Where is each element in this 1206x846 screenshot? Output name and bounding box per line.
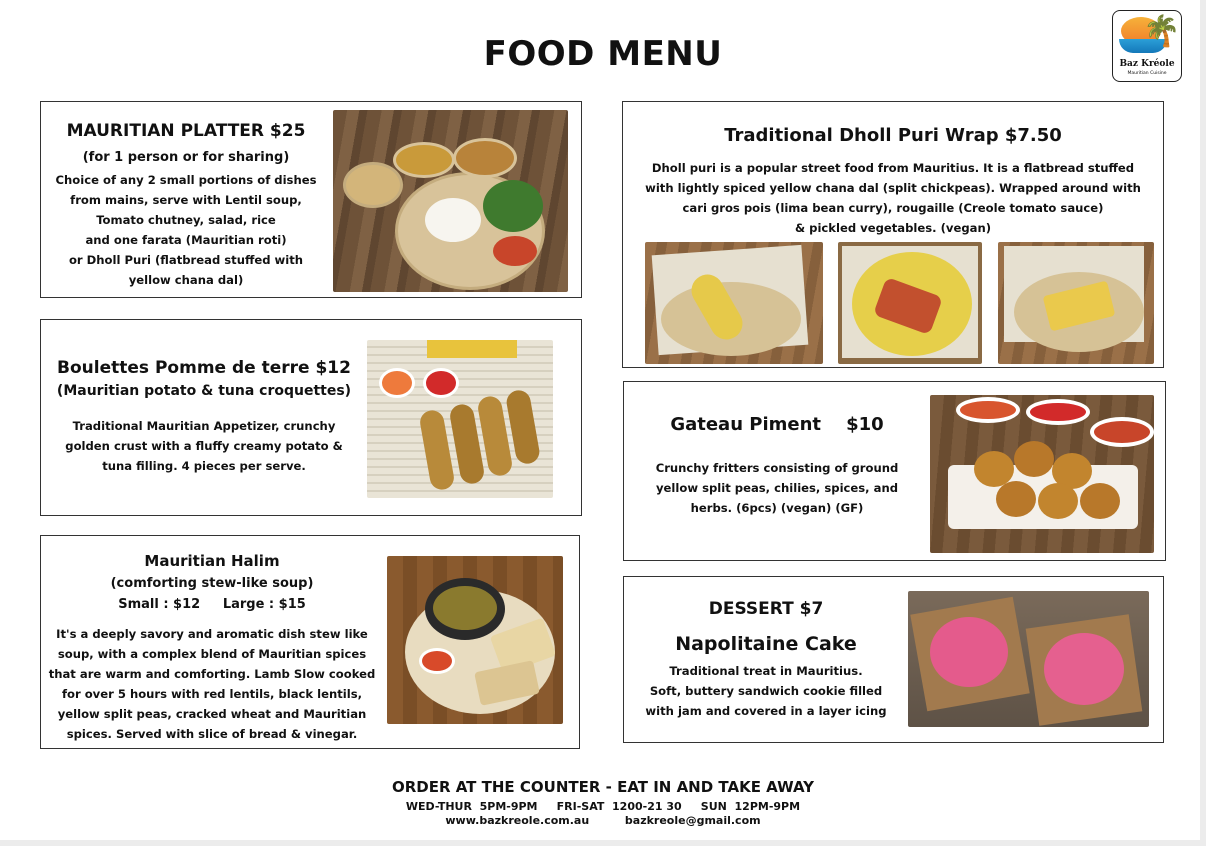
menu-item-boulettes [40,319,582,516]
description-line: Traditional Mauritian Appetizer, crunchy [72,419,336,433]
description-line: soup, with a complex blend of Mauritian spices [57,647,367,661]
dholl-puri-photo-1 [645,242,823,364]
menu-item-dessert [623,576,1164,743]
item-description [41,624,383,744]
item-description [41,170,331,290]
item-description [41,416,367,476]
description-line: from mains, serve with Lentil soup, [70,193,302,207]
item-description [624,661,908,721]
description-line: yellow split peas, chilies, spices, and [655,481,898,495]
item-description [623,158,1163,238]
page-title: FOOD MENU [483,34,723,74]
restaurant-logo [1112,10,1182,82]
website-link[interactable]: www.bazkreole.com.au [445,814,590,827]
item-heading: Boulettes Pomme de terre $12 [57,358,351,378]
item-subheading: (comforting stew-like soup) [110,576,314,591]
menu-item-dholl-puri [622,101,1164,368]
item-name: Napolitaine Cake [675,633,857,655]
palm-tree-icon: 🌴 [1143,14,1181,49]
description-line: with jam and covered in a layer icing [645,704,887,718]
platter-photo [333,110,568,292]
item-heading: DESSERT $7 [708,599,824,619]
description-line: for over 5 hours with red lentils, black lentils, [61,687,363,701]
napolitaine-cake-photo [908,591,1149,727]
menu-item-platter [40,101,582,298]
description-line: that are warm and comforting. Lamb Slow cooked [48,667,376,681]
dholl-puri-photo-3 [998,242,1154,364]
logo-tagline: Mauritian Cuisine [1127,71,1167,76]
description-line: and one farata (Mauritian roti) [85,233,287,247]
description-line: It's a deeply savory and aromatic dish stew like [56,627,368,641]
item-heading: Mauritian Halim [144,552,280,570]
item-price-sizes: Small : $12 Large : $15 [118,597,306,612]
description-line: tuna filling. 4 pieces per serve. [102,459,306,473]
menu-item-halim [40,535,580,749]
description-line: Crunchy fritters consisting of ground [655,461,899,475]
order-banner: ORDER AT THE COUNTER - EAT IN AND TAKE AWAY [391,778,815,796]
item-heading: MAURITIAN PLATTER $25 [66,121,306,141]
description-line: Tomato chutney, salad, rice [96,213,276,227]
halim-photo [387,556,563,724]
description-line: with lightly spiced yellow chana dal (split chickpeas). Wrapped around with [645,181,1141,195]
item-heading: Gateau Piment $10 [670,414,884,435]
description-line: cari gros pois (lima bean curry), rougaille (Creole tomato sauce) [682,201,1104,215]
item-description [624,458,930,518]
description-line: & pickled vegetables. (vegan) [795,221,991,235]
description-line: Soft, buttery sandwich cookie filled [649,684,883,698]
item-heading: Traditional Dholl Puri Wrap $7.50 [724,125,1062,146]
dholl-puri-photo-2 [838,242,982,364]
logo-name: Baz Kréole [1119,59,1175,69]
item-subheading: (for 1 person or for sharing) [82,150,290,165]
croquettes-photo [367,340,553,498]
description-line: Dholl puri is a popular street food from Mauritius. It is a flatbread stuffed [651,161,1135,175]
description-line: Choice of any 2 small portions of dishes [55,173,317,187]
item-subheading: (Mauritian potato & tuna croquettes) [56,383,352,399]
email-link[interactable]: bazkreole@gmail.com [624,814,761,827]
description-line: Traditional treat in Mauritius. [669,664,863,678]
gateau-piment-photo [930,395,1154,553]
description-line: or Dholl Puri (flatbread stuffed with [68,253,304,267]
description-line: golden crust with a fluffy creamy potato & [65,439,343,453]
description-line: yellow chana dal) [128,273,244,287]
description-line: herbs. (6pcs) (vegan) (GF) [690,501,864,515]
opening-hours: WED-THUR 5PM-9PM FRI-SAT 1200-21 30 SUN 12PM-9PM [405,800,801,813]
contact-line [0,814,1206,827]
menu-item-gateau-piment [623,381,1166,561]
description-line: yellow split peas, cracked wheat and Mauritian [57,707,367,721]
description-line: spices. Served with slice of bread & vinegar. [66,727,358,741]
